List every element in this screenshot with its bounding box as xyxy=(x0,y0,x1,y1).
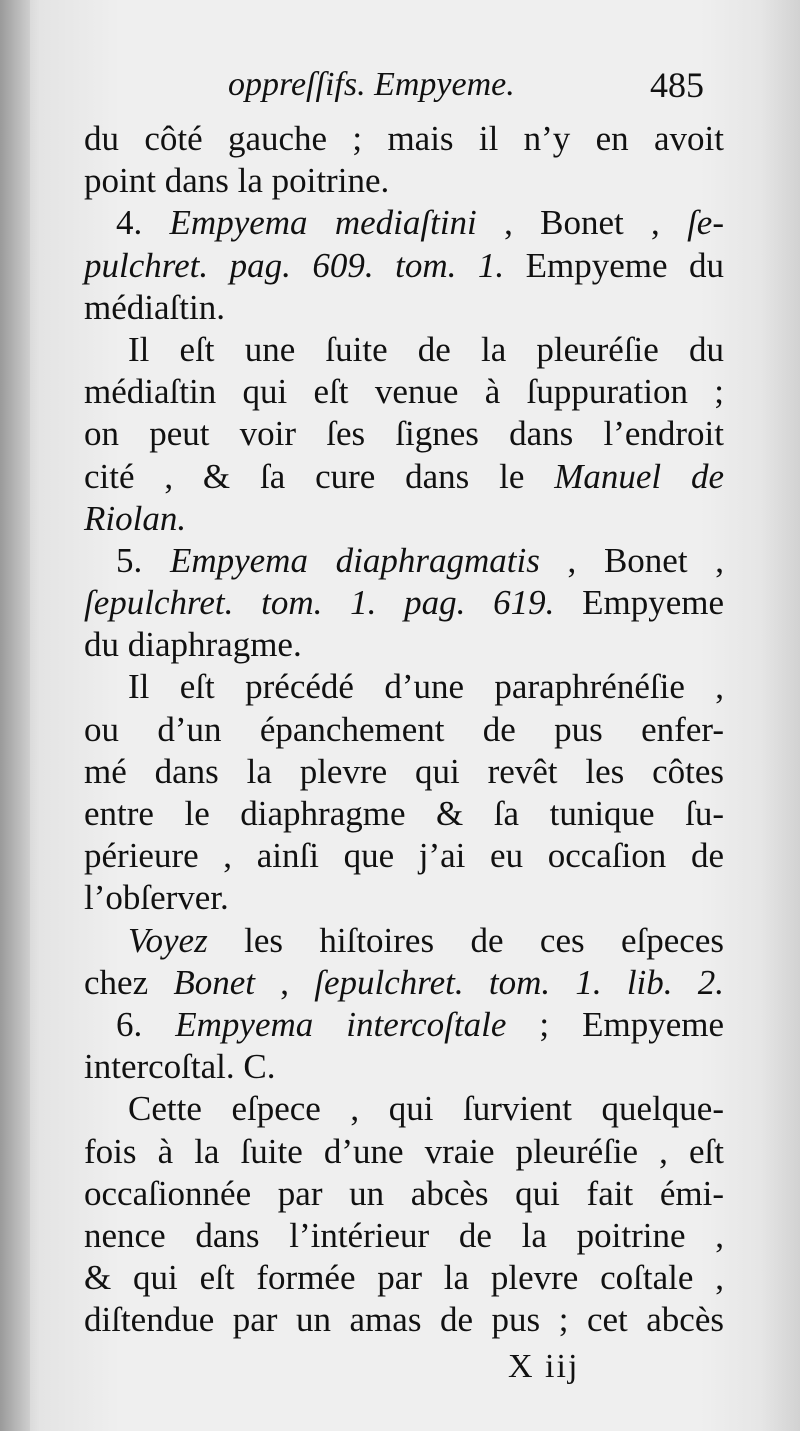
text-run: diſtendue par un amas de pus ; cet abcès xyxy=(84,1300,724,1340)
text-run: 5. xyxy=(116,540,170,580)
text-run: du côté gauche ; mais il n’y en avoit xyxy=(84,119,724,158)
body-text xyxy=(84,118,724,1341)
text-line xyxy=(84,877,724,919)
text-run: , Bonet , xyxy=(539,540,724,580)
text-run: nence dans l’intérieur de la poitrine , xyxy=(84,1215,724,1255)
text-run: Empyeme xyxy=(554,583,724,623)
italic-text: Empyema diaphragmatis xyxy=(169,540,540,580)
text-run: cité , & ſa cure dans le xyxy=(84,456,555,496)
text-line xyxy=(84,920,724,962)
italic-text: Voyez xyxy=(128,920,208,960)
text-line xyxy=(84,751,724,793)
text-line xyxy=(84,1046,724,1088)
text-run: mé dans la plevre qui revêt les côtes xyxy=(84,751,724,791)
text-line xyxy=(84,793,724,835)
page-header xyxy=(0,60,800,120)
text-run: intercoſtal. C. xyxy=(84,1047,276,1087)
italic-text: ſepulchret. tom. 1. lib. 2. xyxy=(314,962,725,1002)
text-run: fois à la ſuite d’une vraie pleuréſie , eſt xyxy=(84,1131,724,1171)
running-title: oppreſſifs. Empyeme. xyxy=(228,66,515,103)
text-run: chez xyxy=(84,962,174,1002)
italic-text: ſepulchret. tom. 1. pag. 619. xyxy=(84,583,555,623)
text-line xyxy=(84,1088,724,1130)
text-run: ou d’un épanchement de pus enfer- xyxy=(84,709,724,749)
text-line xyxy=(84,202,724,244)
text-line xyxy=(84,160,724,202)
italic-text: ſe- xyxy=(687,203,724,243)
text-run: Empyeme du xyxy=(504,245,724,285)
text-run: occaſionnée par un abcès qui fait émi- xyxy=(84,1173,724,1213)
text-line xyxy=(84,456,724,498)
page-footer xyxy=(0,1348,800,1398)
text-run: 6. xyxy=(116,1004,176,1044)
text-line xyxy=(84,1131,724,1173)
text-run: ; Empyeme xyxy=(506,1004,725,1044)
text-line xyxy=(84,1257,724,1299)
text-line xyxy=(84,1299,724,1341)
text-run: périeure , ainſi que j’ai eu occaſion de xyxy=(84,836,724,876)
text-run: médiaſtin. xyxy=(84,287,225,327)
text-run: les hiſtoires de ces eſpeces xyxy=(207,920,724,960)
italic-text: Empyema intercoſtale xyxy=(175,1004,507,1044)
signature-mark: X iij xyxy=(508,1348,580,1385)
text-line xyxy=(84,1215,724,1257)
text-run: & qui eſt formée par la plevre coſtale , xyxy=(84,1258,724,1298)
italic-text: pulchret. pag. 609. tom. 1. xyxy=(84,245,505,285)
text-line xyxy=(84,413,724,455)
text-line xyxy=(84,498,724,540)
text-line xyxy=(84,1004,724,1046)
text-line xyxy=(84,666,724,708)
page-gutter xyxy=(0,0,30,1431)
text-line xyxy=(84,624,724,666)
text-run: Il eſt précédé d’une paraphrénéſie , xyxy=(128,667,724,707)
page-number: 485 xyxy=(650,65,704,105)
text-run: Il eſt une ſuite de la pleuréſie du xyxy=(128,329,724,369)
text-line xyxy=(84,835,724,877)
text-line xyxy=(84,371,724,413)
text-line xyxy=(84,287,724,329)
text-line xyxy=(84,245,724,287)
text-run: point dans la poitrine. xyxy=(84,161,390,201)
text-run: entre le diaphragme & ſa tunique ſu- xyxy=(84,794,724,833)
text-run: l’obſerver. xyxy=(84,878,229,918)
text-line xyxy=(84,540,724,582)
text-run: , Bonet , xyxy=(476,203,688,243)
text-run: 4. xyxy=(116,203,170,243)
text-run: Cette eſpece , qui ſurvient quelque- xyxy=(128,1089,724,1129)
italic-text: Bonet xyxy=(173,962,255,1002)
italic-text: Manuel de xyxy=(554,456,724,496)
text-line xyxy=(84,1173,724,1215)
text-run: médiaſtin qui eſt venue à ſuppuration ; xyxy=(84,372,724,412)
text-line xyxy=(84,118,724,160)
italic-text: Empyema mediaſtini xyxy=(169,203,477,243)
text-line xyxy=(84,582,724,624)
text-line xyxy=(84,709,724,751)
text-line xyxy=(84,962,724,1004)
text-run: on peut voir ſes ſignes dans l’endroit xyxy=(84,414,724,454)
text-run: du diaphragme. xyxy=(84,625,302,665)
text-run: , xyxy=(255,962,315,1002)
text-line xyxy=(84,329,724,371)
italic-text: Riolan. xyxy=(84,498,187,538)
